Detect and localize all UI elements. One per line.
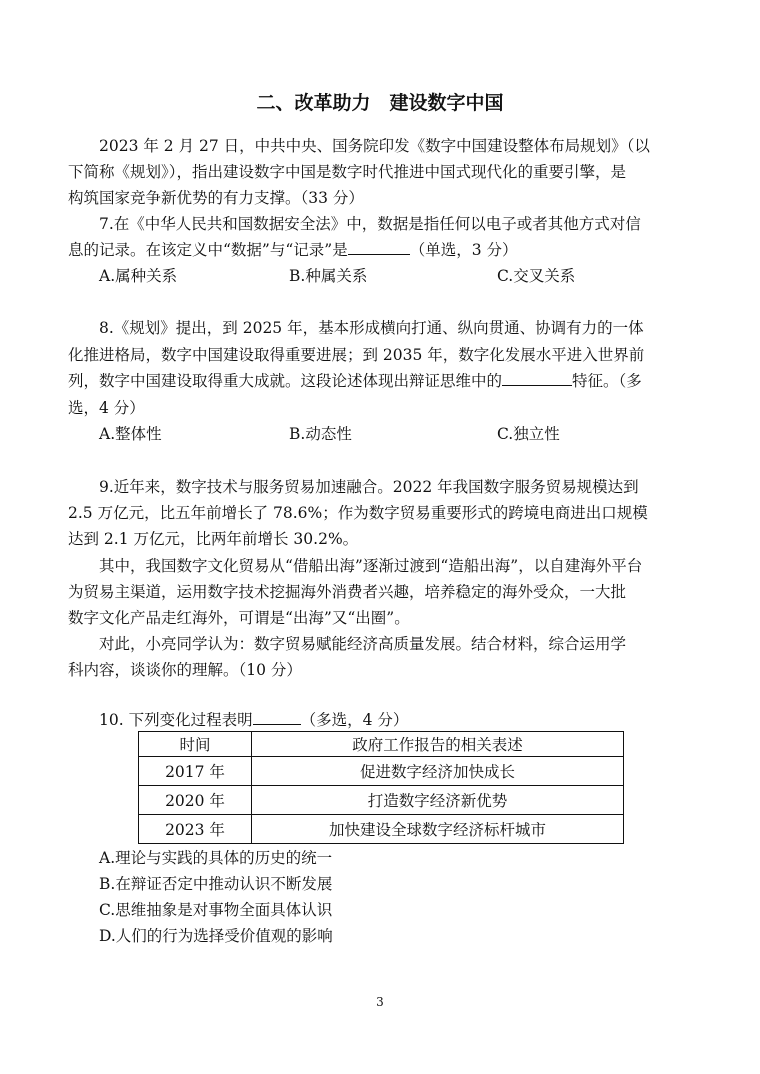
q8-line: 化推进格局，数字中国建设取得重要进展；到 2035 年，数字化发展水平进入世界前 bbox=[68, 346, 645, 364]
table-cell: 促进数字经济加快成长 bbox=[252, 757, 624, 786]
q10-option-c: C.思维抽象是对事物全面具体认识 bbox=[99, 901, 333, 919]
q9-line: 9.近年来，数字技术与服务贸易加速融合。2022 年我国数字服务贸易规模达到 bbox=[99, 478, 639, 496]
table-cell: 加快建设全球数字经济标杆城市 bbox=[252, 815, 624, 844]
q10-option-a: A.理论与实践的具体的历史的统一 bbox=[99, 849, 333, 867]
q8-option-c: C.独立性 bbox=[497, 425, 560, 443]
page-number: 3 bbox=[376, 995, 384, 1009]
table-row bbox=[139, 815, 624, 844]
q7-option-a: A.属种关系 bbox=[99, 267, 178, 285]
q9-line: 达到 2.1 万亿元，比两年前增长 30.2%。 bbox=[68, 530, 359, 548]
q8-option-b: B.动态性 bbox=[289, 425, 352, 443]
q9-line: 科内容，谈谈你的理解。（10 分） bbox=[68, 661, 302, 679]
q10-stem: 10. 下列变化过程表明 bbox=[99, 711, 253, 729]
intro-line: 2023 年 2 月 27 日，中共中央、国务院印发《数字中国建设整体布局规划》（以 bbox=[99, 137, 650, 155]
table-cell: 打造数字经济新优势 bbox=[252, 786, 624, 815]
report-table bbox=[138, 731, 624, 844]
q10-stem-line bbox=[99, 710, 408, 730]
table-cell: 2023 年 bbox=[139, 815, 252, 844]
intro-line: 构筑国家竞争新优势的有力支撑。（33 分） bbox=[68, 189, 364, 207]
table-cell: 2017 年 bbox=[139, 757, 252, 786]
q7-line bbox=[68, 240, 518, 260]
section-title: 二、改革助力 建设数字中国 bbox=[256, 92, 504, 114]
table-header: 政府工作报告的相关表述 bbox=[252, 732, 624, 757]
q8-instruction: 特征。（多 bbox=[572, 372, 642, 390]
q8-stem: 列，数字中国建设取得重大成就。这段论述体现出辩证思维中的 bbox=[68, 372, 503, 390]
q8-line: 8.《规划》提出，到 2025 年，基本形成横向打通、纵向贯通、协调有力的一体 bbox=[99, 319, 644, 337]
q10-instruction: （多选，4 分） bbox=[300, 711, 409, 729]
answer-blank[interactable] bbox=[502, 371, 572, 386]
intro-line: 下简称《规划》），指出建设数字中国是数字时代推进中国式现代化的重要引擎，是 bbox=[68, 163, 627, 181]
q8-option-a: A.整体性 bbox=[99, 425, 162, 443]
q9-line: 数字文化产品走红海外，可谓是“出海”又“出圈”。 bbox=[68, 609, 410, 627]
q7-option-b: B.种属关系 bbox=[289, 267, 368, 285]
q9-line: 对此，小亮同学认为：数字贸易赋能经济高质量发展。结合材料，综合运用学 bbox=[99, 635, 627, 653]
q9-line: 2.5 万亿元，比五年前增长了 78.6%；作为数字贸易重要形式的跨境电商进出口规模 bbox=[68, 504, 648, 522]
answer-blank[interactable] bbox=[348, 240, 410, 255]
table-header: 时间 bbox=[139, 732, 252, 757]
q8-line bbox=[68, 371, 642, 391]
q9-line: 其中，我国数字文化贸易从“借船出海”逐渐过渡到“造船出海”，以自建海外平台 bbox=[99, 557, 643, 575]
table-header-row bbox=[139, 732, 624, 757]
q7-stem: 息的记录。在该定义中“数据”与“记录”是 bbox=[68, 241, 348, 259]
table-row bbox=[139, 786, 624, 815]
answer-blank[interactable] bbox=[253, 710, 301, 725]
q8-line: 选，4 分） bbox=[68, 399, 145, 417]
q7-option-c: C.交叉关系 bbox=[497, 267, 576, 285]
q9-line: 为贸易主渠道，运用数字技术挖掘海外消费者兴趣，培养稳定的海外受众，一大批 bbox=[68, 583, 627, 601]
q10-option-d: D.人们的行为选择受价值观的影响 bbox=[99, 927, 333, 945]
q7-instruction: （单选，3 分） bbox=[409, 241, 518, 259]
q10-option-b: B.在辩证否定中推动认识不断发展 bbox=[99, 875, 333, 893]
q7-line: 7.在《中华人民共和国数据安全法》中，数据是指任何以电子或者其他方式对信 bbox=[99, 215, 641, 233]
table-cell: 2020 年 bbox=[139, 786, 252, 815]
table-row bbox=[139, 757, 624, 786]
